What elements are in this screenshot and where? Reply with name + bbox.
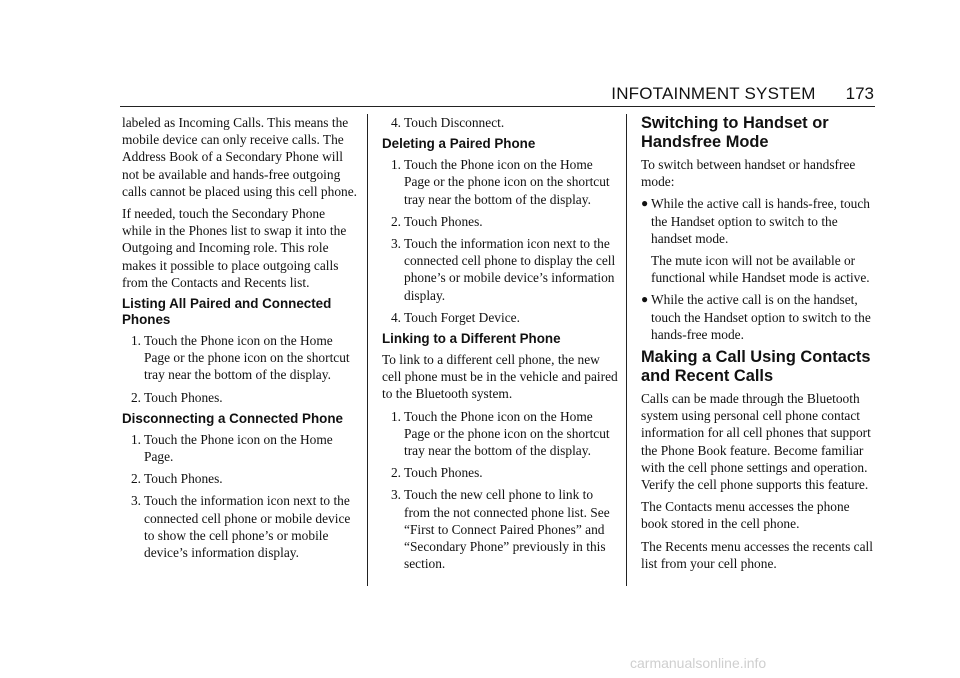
list-item xyxy=(122,389,358,406)
paragraph: The Recents menu accesses the recents call list from your cell phone. xyxy=(641,538,873,571)
list-item xyxy=(382,486,618,572)
step-text: Touch Disconnect. xyxy=(404,115,505,130)
paragraph: If needed, touch the Secondary Phone while in the Phones list to swap it into the Outgoing and Incoming role. This role makes it possible to place outgoing calls from the Contacts and Recents list. xyxy=(122,206,347,290)
column-divider xyxy=(367,114,368,586)
step-text: Touch the Phone icon on the Home Page or the phone icon on the shortcut tray near the bottom of the display. xyxy=(404,157,610,207)
step-number: 3. xyxy=(130,493,141,509)
list-item xyxy=(122,492,358,561)
bullet-text: While the active call is hands-free, touch the Handset option to switch to the handset mode. xyxy=(651,196,870,246)
bullet-text: While the active call is on the handset, touch the Handset option to switch to the hands-free mode. xyxy=(651,292,871,342)
step-text: Touch Phones. xyxy=(404,213,483,229)
list-item xyxy=(641,291,877,343)
paragraph: labeled as Incoming Calls. This means the mobile device can only receive calls. The Address Book of a Secondary Phone will not be available and hands-free outgoing calls cannot be placed using this cell phone. xyxy=(122,115,358,199)
step-text: Touch the information icon next to the connected cell phone or mobile device to show the cell phone’s or mobile device’s information display. xyxy=(144,493,351,561)
page-number: 173 xyxy=(845,84,874,103)
step-text: Touch the Phone icon on the Home Page or the phone icon on the shortcut tray near the bottom of the display. xyxy=(404,408,610,459)
list-item xyxy=(382,464,618,481)
list-item xyxy=(122,470,358,487)
step-text: Touch Phones. xyxy=(144,471,223,487)
step-number: 1. xyxy=(390,408,401,424)
heading-linking: Linking to a Different Phone xyxy=(382,331,561,347)
step-number: 1. xyxy=(390,157,401,173)
step-number: 2. xyxy=(390,465,401,481)
paragraph: The Contacts menu accesses the phone book stored in the cell phone. xyxy=(641,499,850,532)
header-rule xyxy=(120,106,875,107)
list-item xyxy=(641,195,877,247)
paragraph: Calls can be made through the Bluetooth system using personal cell phone contact information for all cell phones that support the Phone Book feature. Become familiar with the cell phone settings and operation. Verify the cell phone supports this feature. xyxy=(641,391,871,493)
column-2 xyxy=(382,114,618,577)
heading-disconnecting: Disconnecting a Connected Phone xyxy=(122,410,343,426)
step-text: Touch the new cell phone to link to from the not connected phone list. See “First to Connect Paired Phones” and “Secondary Phone” previously in this section. xyxy=(404,487,610,572)
step-number: 4. xyxy=(390,115,401,130)
step-number: 4. xyxy=(390,309,401,325)
step-number: 2. xyxy=(130,389,141,405)
step-text: Touch Phones. xyxy=(404,465,483,481)
section-title: INFOTAINMENT SYSTEM xyxy=(611,84,816,103)
step-text: Touch Forget Device. xyxy=(404,309,520,325)
step-number: 1. xyxy=(130,333,141,349)
bullet-note: The mute icon will not be available or functional while Handset mode is active. xyxy=(651,253,870,286)
heading-deleting: Deleting a Paired Phone xyxy=(382,136,536,152)
step-number: 1. xyxy=(130,431,141,447)
page-header xyxy=(611,84,874,104)
list-item xyxy=(382,235,618,304)
list-item xyxy=(382,213,618,230)
heading-making-call: Making a Call Using Contacts and Recent Calls xyxy=(641,348,871,386)
paragraph: To link to a different cell phone, the new cell phone must be in the vehicle and paired to the Bluetooth system. xyxy=(382,352,618,402)
column-3 xyxy=(641,114,877,577)
step-number: 3. xyxy=(390,236,401,252)
column-divider xyxy=(626,114,627,586)
step-text: Touch the Phone icon on the Home Page. xyxy=(144,431,333,465)
step-text: Touch the Phone icon on the Home Page or the phone icon on the shortcut tray near the bottom of the display. xyxy=(144,333,350,383)
paragraph: To switch between handset or handsfree mode: xyxy=(641,157,856,190)
list-item xyxy=(382,309,618,326)
list-item xyxy=(382,114,618,131)
step-number: 2. xyxy=(390,213,401,229)
bullet-icon: ● xyxy=(641,196,649,211)
step-number: 3. xyxy=(390,487,401,503)
bullet-icon: ● xyxy=(641,292,649,307)
list-item xyxy=(382,156,618,208)
list-item xyxy=(122,332,358,384)
list-item xyxy=(122,431,358,465)
list-item xyxy=(382,408,618,460)
step-number: 2. xyxy=(130,471,141,487)
heading-listing-phones: Listing All Paired and Connected Phones xyxy=(122,296,332,328)
step-text: Touch Phones. xyxy=(144,389,223,405)
step-text: Touch the information icon next to the connected cell phone to display the cell phone’s or mobile device’s information display. xyxy=(404,236,616,303)
column-1 xyxy=(122,114,358,566)
watermark: carmanualsonline.info xyxy=(630,655,767,671)
heading-switching-mode: Switching to Handset or Handsfree Mode xyxy=(641,114,829,151)
